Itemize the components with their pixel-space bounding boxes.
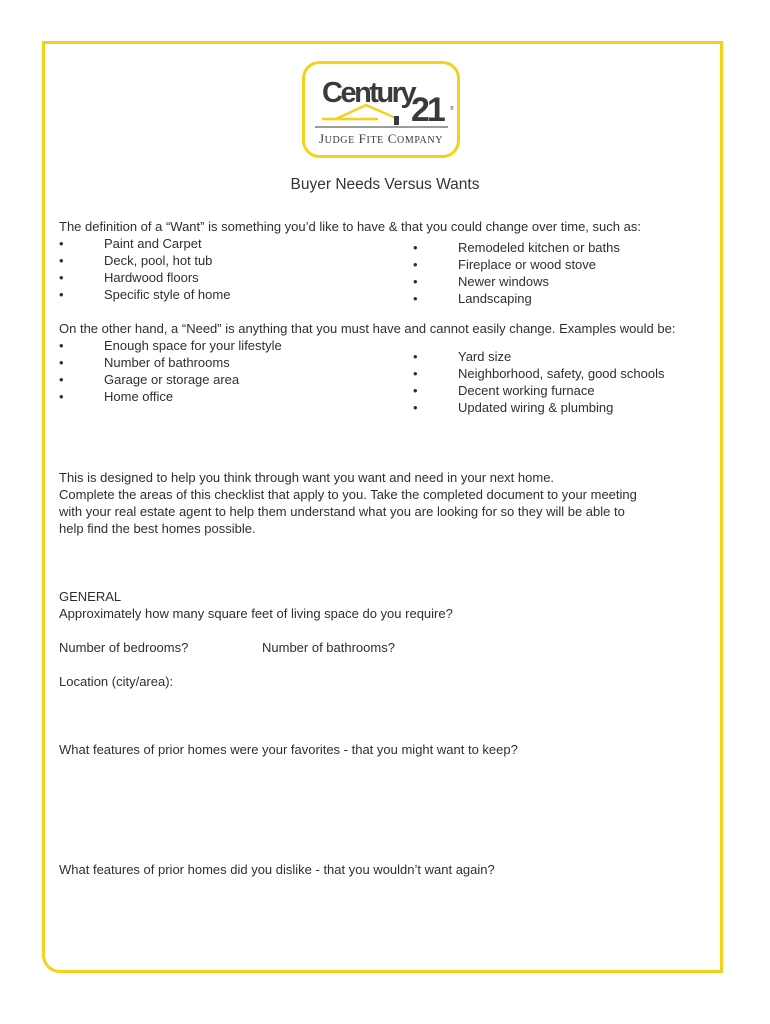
- list-item: • Deck, pool, hot tub: [59, 252, 230, 269]
- list-item: • Yard size: [413, 348, 664, 365]
- logo-brand-text: Century: [322, 77, 415, 109]
- list-item: • Fireplace or wood stove: [413, 256, 620, 273]
- explanation-paragraph: [59, 469, 637, 537]
- list-item: • Garage or storage area: [59, 371, 282, 388]
- dislikes-question: What features of prior homes did you dislike - that you wouldn’t want again?: [59, 862, 495, 877]
- list-item: • Neighborhood, safety, good schools: [413, 365, 664, 382]
- explanation-line: This is designed to help you think through want you want and need in your next home.: [59, 470, 555, 485]
- list-item: • Updated wiring & plumbing: [413, 399, 664, 416]
- bedrooms-question: Number of bedrooms?: [59, 640, 189, 655]
- list-item: • Paint and Carpet: [59, 235, 230, 252]
- list-item: • Newer windows: [413, 273, 620, 290]
- needs-list-left: [59, 337, 282, 405]
- logo-company-text: JUDGE FITE COMPANY: [318, 131, 444, 146]
- wants-list-right: [413, 239, 620, 307]
- explanation-line: Complete the areas of this checklist that apply to you. Take the completed document to your meeting: [59, 487, 637, 502]
- favorites-question: What features of prior homes were your favorites - that you might want to keep?: [59, 742, 518, 757]
- list-item: • Decent working furnace: [413, 382, 664, 399]
- bathrooms-question: Number of bathrooms?: [262, 640, 395, 655]
- list-item: • Hardwood floors: [59, 269, 230, 286]
- century21-logo: [302, 61, 460, 158]
- needs-list-right: [413, 348, 664, 416]
- list-item: • Enough space for your lifestyle: [59, 337, 282, 354]
- needs-intro: On the other hand, a “Need” is anything that you must have and cannot easily change. Examples would be:: [59, 321, 676, 336]
- explanation-line: with your real estate agent to help them understand what you are looking for so they will be able to: [59, 504, 625, 519]
- wants-list-left: [59, 235, 230, 303]
- list-item: • Home office: [59, 388, 282, 405]
- general-heading: GENERAL: [59, 589, 122, 604]
- list-item: • Specific style of home: [59, 286, 230, 303]
- svg-text:®: ®: [450, 106, 454, 112]
- logo-number-text: 21: [411, 91, 443, 129]
- list-item: • Number of bathrooms: [59, 354, 282, 371]
- square-feet-question: Approximately how many square feet of living space do you require?: [59, 606, 453, 621]
- list-item: • Landscaping: [413, 290, 620, 307]
- wants-intro: The definition of a “Want” is something you’d like to have & that you could change over time, such as:: [59, 219, 641, 234]
- list-item: • Remodeled kitchen or baths: [413, 239, 620, 256]
- explanation-line: help find the best homes possible.: [59, 521, 256, 536]
- document-title: Buyer Needs Versus Wants: [290, 176, 480, 193]
- location-question: Location (city/area):: [59, 674, 174, 689]
